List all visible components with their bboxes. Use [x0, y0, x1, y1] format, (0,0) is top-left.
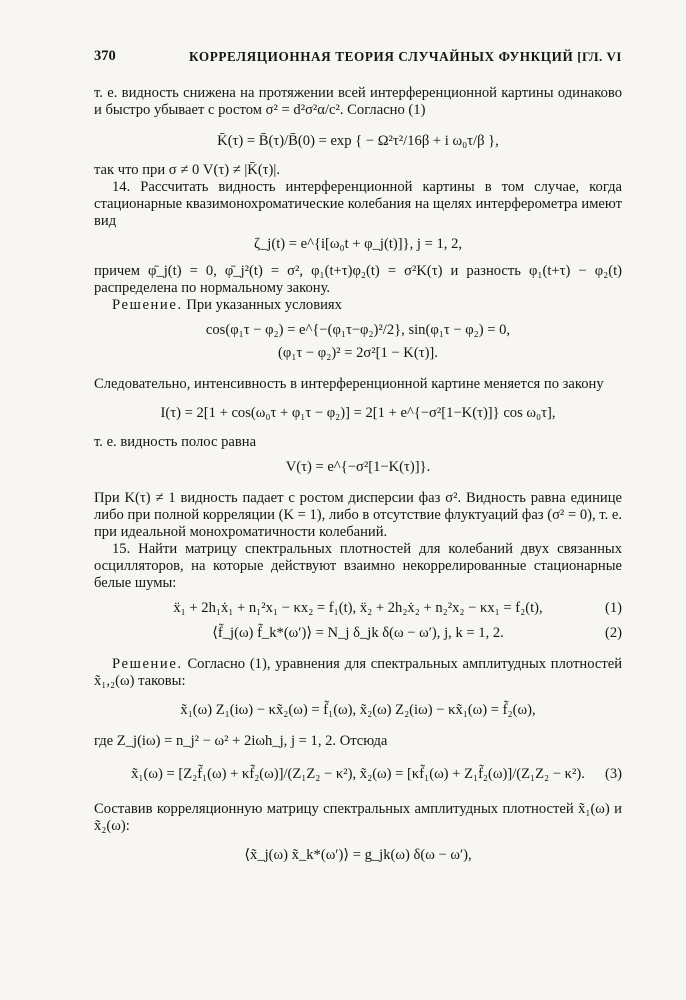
paragraph-intensity-law: Следовательно, интенсивность в интерференционной картине меняется по закону	[94, 376, 604, 392]
equation-phase-variance: (φ₁τ − φ₂)² = 2σ²[1 − K(τ)].	[278, 345, 438, 361]
solution-label: Решение.	[112, 297, 183, 313]
equation-K-tau: K̄(τ) = B̄(τ)/B̄(0) = exp { − Ω²τ²/16β + i ω₀τ/β },	[217, 133, 499, 149]
paragraph-Z-definition: где Z_j(iω) = n_j² − ω² + 2iωh_j, j = 1, 2. Отсюда	[94, 733, 388, 749]
equation-2-number: (2)	[604, 625, 622, 641]
paragraph-visibility-inequality: так что при σ ≠ 0 V(τ) ≠ |K̄(τ)|.	[94, 162, 280, 178]
solution-14-text: При указанных условиях	[182, 297, 342, 313]
problem-14-statement: 14. Рассчитать видность интерференционной картины в том случае, когда стационарные квазимонохроматические колебания на щелях интерферометра имеют вид	[94, 179, 622, 229]
solution-label: Решение.	[112, 656, 183, 672]
running-header	[94, 48, 622, 66]
equation-3-body: x̃₁(ω) = [Z₂f̃₁(ω) + κf̃₂(ω)]/(Z₁Z₂ − κ²), x̃₂(ω) = [κf̃₁(ω) + Z₁f̃₂(ω)]/(Z₁Z₂ − κ²).	[131, 766, 585, 782]
equation-2	[94, 625, 622, 642]
solution-15-intro	[94, 656, 622, 690]
page-number: 370	[94, 48, 116, 64]
equation-zeta: ζ_j(t) = e^{i[ω₀t + φ_j(t)]}, j = 1, 2,	[253, 236, 463, 252]
paragraph-visibility-discussion: При K(τ) ≠ 1 видность падает с ростом дисперсии фаз σ². Видность равна единице либо при полной корреляции (K = 1), либо в отсутствие флуктуаций фаз (σ² = 0), т. е. при идеальной монохроматичности колебаний.	[94, 490, 622, 540]
equation-g-jk: ⟨x̃_j(ω) x̃_k*(ω′)⟩ = g_jk(ω) δ(ω − ω′),	[244, 847, 472, 863]
page	[94, 48, 622, 864]
paragraph-visibility-decrease: т. е. видность снижена на протяжении всей интерференционной картины одинаково и быстро убывает с ростом σ² = d²σ²α/c². Согласно (1)	[94, 85, 622, 118]
problem-15-statement: 15. Найти матрицу спектральных плотностей для колебаний двух связанных осцилляторов, на которые действуют взаимно некоррелированные стационарные белые шумы:	[94, 541, 622, 591]
equation-2-body: ⟨f̃_j(ω) f̃_k*(ω′)⟩ = N_j δ_jk δ(ω − ω′), j, k = 1, 2.	[212, 625, 504, 641]
running-title: КОРРЕЛЯЦИОННАЯ ТЕОРИЯ СЛУЧАЙНЫХ ФУНКЦИЙ	[189, 49, 574, 64]
equation-intensity: I(τ) = 2[1 + cos(ω₀τ + φ₁τ − φ₂)] = 2[1 + e^{−σ²[1−K(τ)]} cos ω₀τ],	[160, 405, 556, 421]
equation-1-body: ẍ₁ + 2h₁ẋ₁ + n₁²x₁ − κx₂ = f₁(t), ẍ₂ + 2h₂ẋ₂ + n₂²x₂ − κx₁ = f₂(t),	[173, 600, 543, 616]
chapter-label: [ГЛ. VI	[577, 49, 622, 64]
equation-cos-sin: cos(φ₁τ − φ₂) = e^{−(φ₁τ−φ₂)²/2}, sin(φ₁τ − φ₂) = 0,	[205, 322, 511, 338]
paragraph-fringe-visibility: т. е. видность полос равна	[94, 434, 257, 450]
equation-1-number: (1)	[604, 600, 622, 616]
equation-1	[94, 600, 622, 617]
paragraph-correlation-matrix: Составив корреляционную матрицу спектральных амплитудных плотностей x̃₁(ω) и x̃₂(ω):	[94, 801, 622, 834]
solution-15-text: Согласно (1), уравнения для спектральных амплитудных плотностей x̃₁,₂(ω) таковы:	[94, 656, 622, 689]
equation-3	[94, 766, 622, 783]
solution-14-intro	[94, 297, 622, 314]
equation-visibility: V(τ) = e^{−σ²[1−K(τ)]}.	[285, 459, 431, 475]
equation-3-number: (3)	[604, 766, 622, 782]
equation-spectral-amplitudes: x̃₁(ω) Z₁(iω) − κx̃₂(ω) = f̃₁(ω), x̃₂(ω) Z₂(iω) − κx̃₁(ω) = f̃₂(ω),	[180, 702, 536, 718]
paragraph-phase-conditions: причем φ̄_j(t) = 0, φ̄_j²(t) = σ², φ₁(t+τ)φ₂(t) = σ²K(τ) и разность φ₁(t+τ) − φ₂(t) распределена по нормальному закону.	[94, 263, 622, 296]
